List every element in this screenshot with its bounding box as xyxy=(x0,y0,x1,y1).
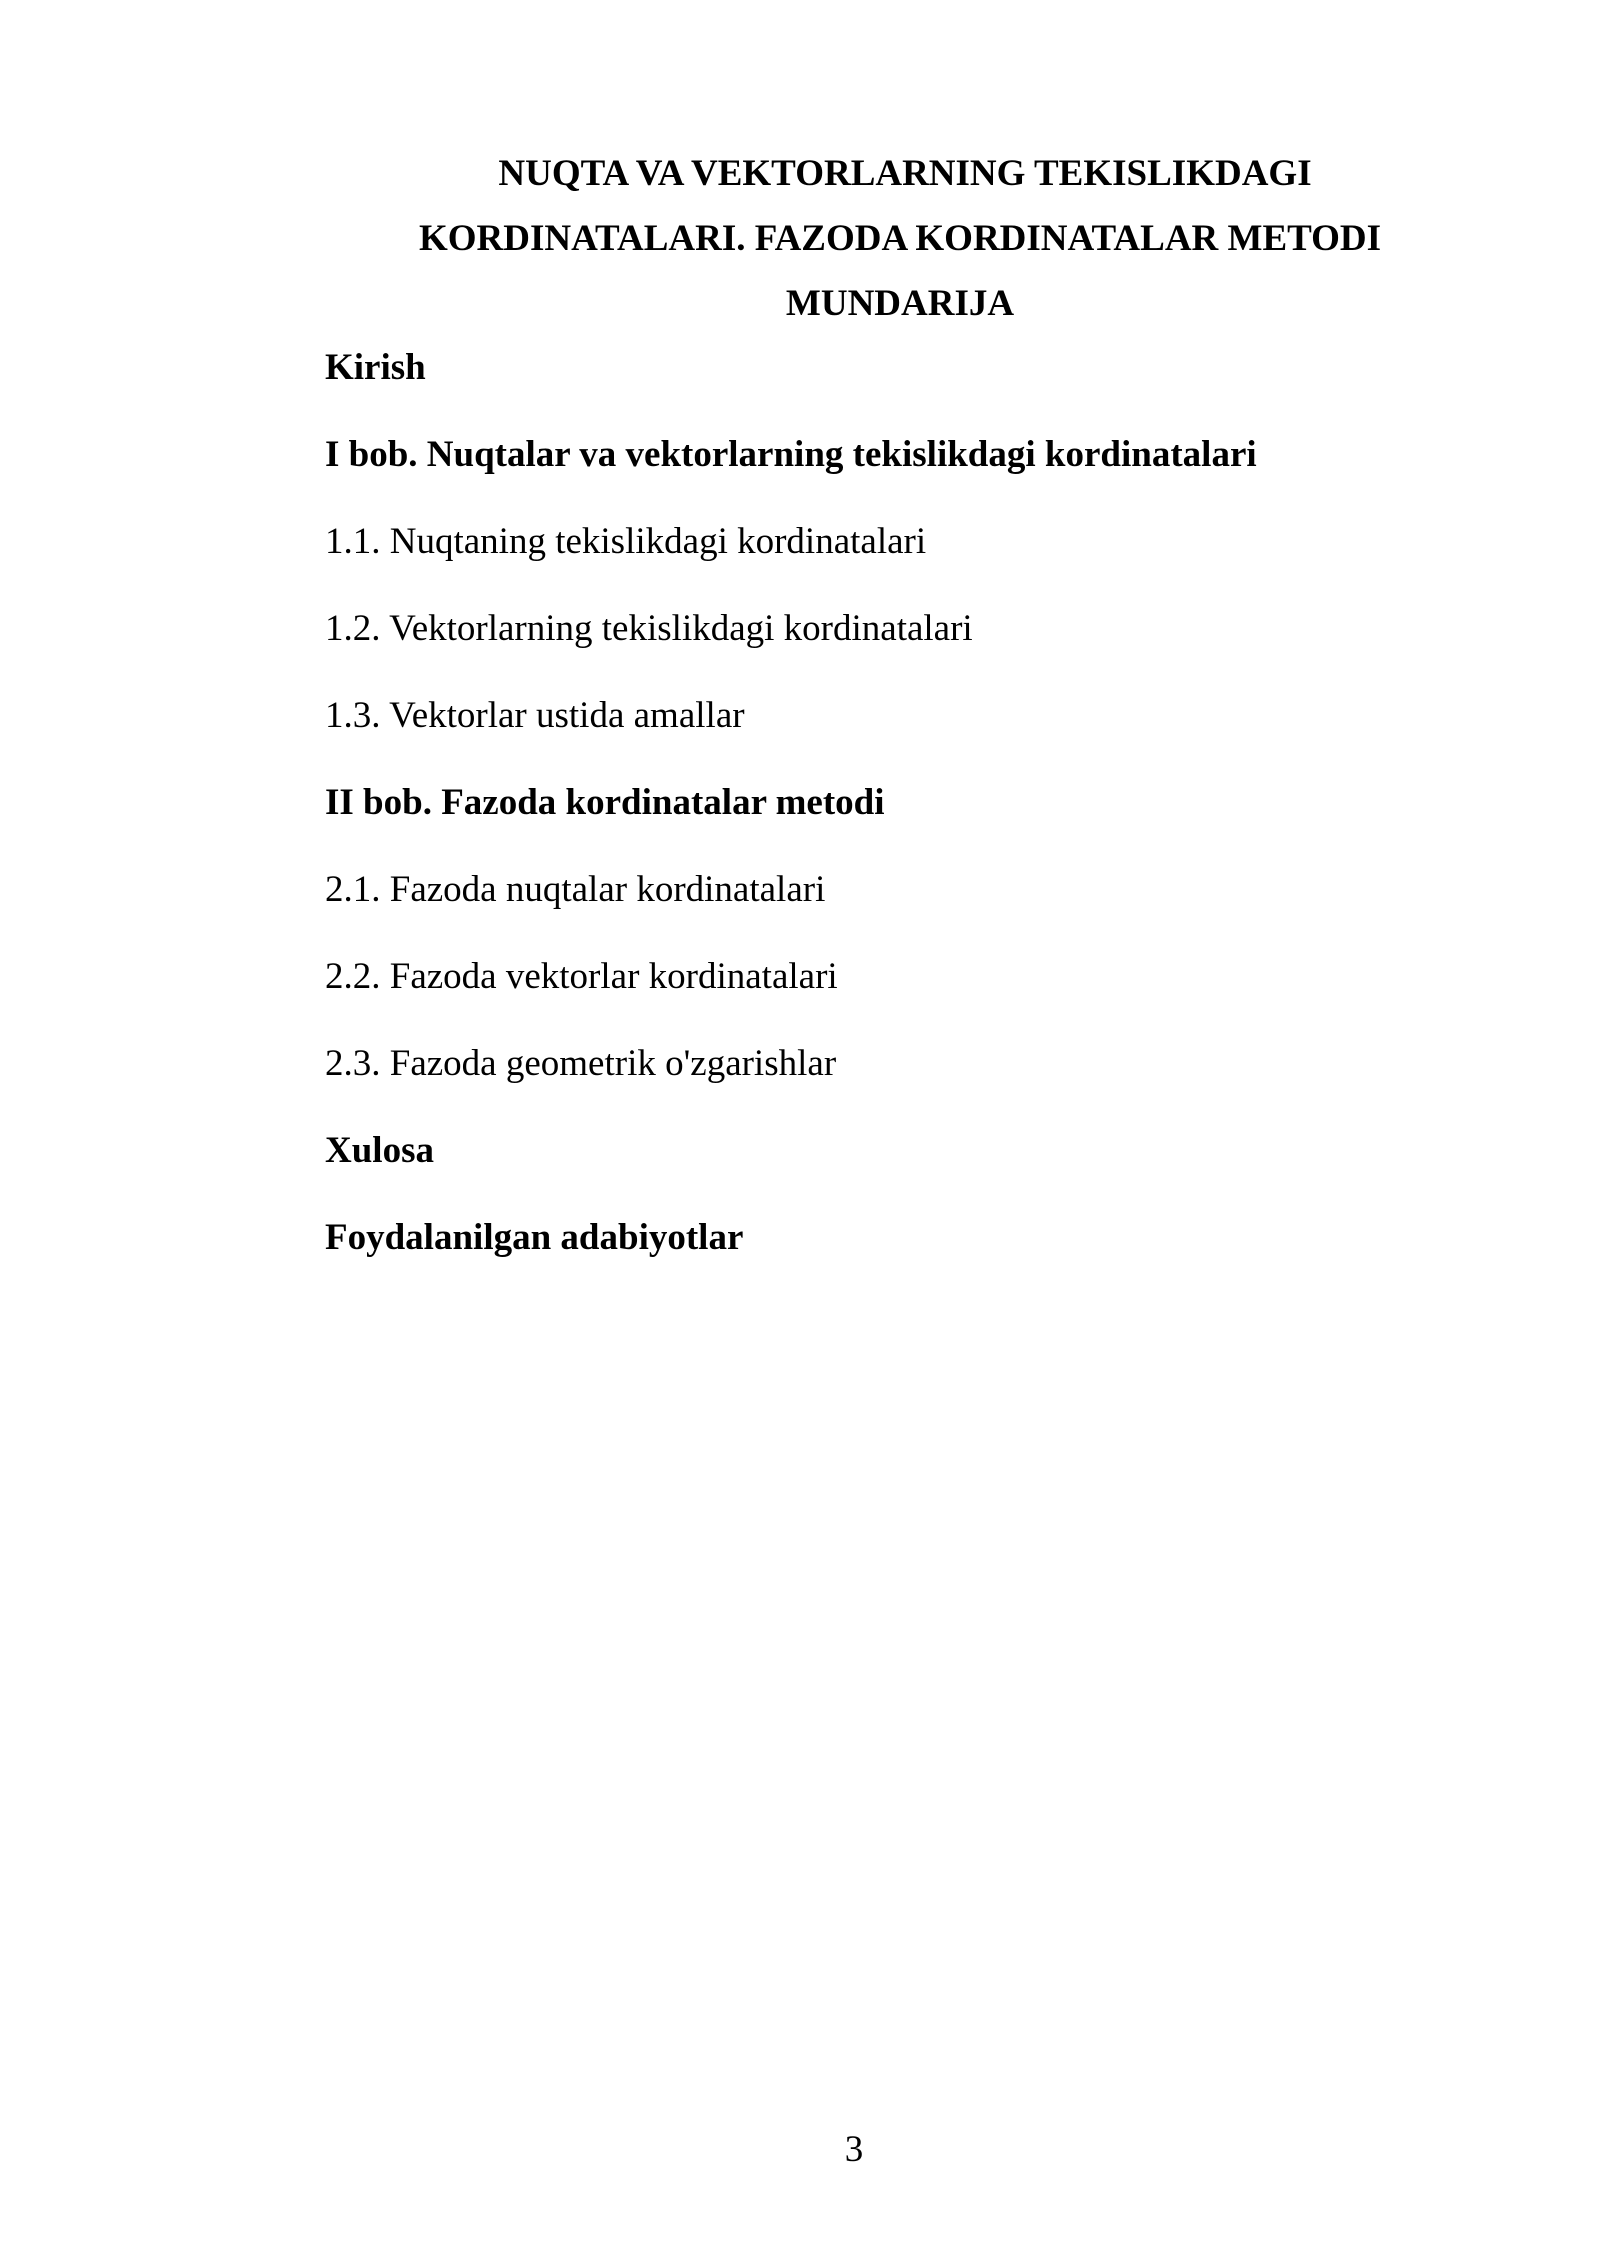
toc-item-introduction: Kirish xyxy=(325,347,426,388)
toc-item-section-2-1: 2.1. Fazoda nuqtalar kordinatalari xyxy=(325,869,826,910)
toc-heading: MUNDARIJA xyxy=(785,283,1015,324)
toc-item-chapter-1: I bob. Nuqtalar va vektorlarning tekislikdagi kordinatalari xyxy=(325,434,1257,475)
toc-item-references: Foydalanilgan adabiyotlar xyxy=(325,1217,744,1258)
toc-item-section-2-2: 2.2. Fazoda vektorlar kordinatalari xyxy=(325,956,838,997)
document-title-line-2: KORDINATALARI. FAZODA KORDINATALAR METODI xyxy=(418,218,1382,259)
document-title-line-1: NUQTA VA VEKTORLARNING TEKISLIKDAGI xyxy=(498,153,1312,194)
toc-item-chapter-2: II bob. Fazoda kordinatalar metodi xyxy=(325,782,885,823)
toc-item-section-1-2: 1.2. Vektorlarning tekislikdagi kordinatalari xyxy=(325,608,973,649)
toc-item-conclusion: Xulosa xyxy=(325,1130,434,1171)
toc-item-section-1-1: 1.1. Nuqtaning tekislikdagi kordinatalari xyxy=(325,521,927,562)
page-number: 3 xyxy=(844,2129,864,2170)
toc-item-section-1-3: 1.3. Vektorlar ustida amallar xyxy=(325,695,745,736)
table-of-contents xyxy=(325,346,1475,1303)
toc-item-section-2-3: 2.3. Fazoda geometrik o'zgarishlar xyxy=(325,1043,837,1084)
